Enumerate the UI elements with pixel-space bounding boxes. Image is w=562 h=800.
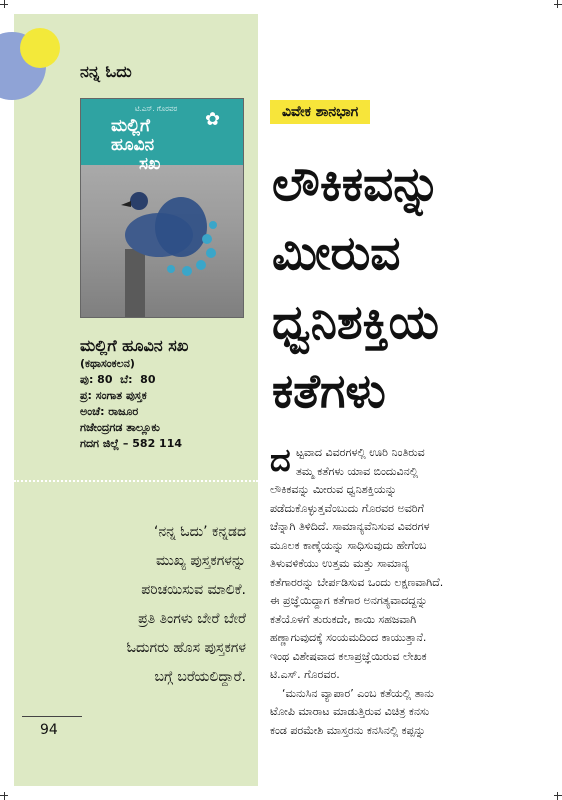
author-tag: ವಿವೇಕ ಶಾನಭಾಗ bbox=[270, 100, 370, 124]
page-number-rule bbox=[22, 716, 82, 717]
blurb-line: ‘ನನ್ನ ಓದು’ ಕನ್ನಡದ bbox=[153, 524, 246, 540]
body-line: ಲೌಕಿಕವನ್ನು ಮೀರುವ ಧ್ವನಿಶಕ್ತಿಯನ್ನು bbox=[270, 483, 397, 496]
book-genre: (ಕಥಾಸಂಕಲನ) bbox=[80, 357, 135, 370]
peacock-illustration bbox=[81, 165, 243, 317]
crop-mark bbox=[554, 4, 562, 5]
crop-mark bbox=[4, 0, 5, 8]
book-address: ಅಂಚೆ: ರಾಜೂರ bbox=[80, 405, 139, 418]
body-line: ಚೆನ್ನಾಗಿ ತಿಳಿದಿದೆ. ಸಾಮಾನ್ಯವೆನಿಸುವ ವಿವರಗಳ bbox=[270, 520, 430, 533]
body-line: ಕತೆಯೊಳಗೆ ತುರುಕದೇ, ಕಾಯಿ ಸಹಜವಾಗಿ bbox=[270, 612, 417, 626]
blurb-line: ಓದುಗರು ಹೊಸ ಪುಸ್ತಕಗಳ bbox=[126, 640, 246, 656]
headline-line: ಲೌಕಿಕವನ್ನು bbox=[272, 157, 441, 212]
cover-title-line: ಸಖ bbox=[139, 154, 161, 174]
body-line: ತಿಳುವಳಿಕೆಯು ಉತ್ತಮ ಮತ್ತು ಸಾಮಾನ್ಯ bbox=[270, 557, 410, 570]
crop-mark bbox=[554, 795, 562, 796]
blurb-line: ಬಗ್ಗೆ ಬರೆಯಲಿದ್ದಾರೆ. bbox=[154, 669, 246, 685]
cover-title-line: ಹೂವಿನ bbox=[111, 135, 155, 155]
book-publisher: ಪ್ರ: ಸಂಗಾತ ಪುಸ್ತಕ bbox=[80, 389, 147, 402]
article-body bbox=[270, 441, 542, 740]
body-line: ಪಡೆದುಕೊಳ್ಳುತ್ತವೆಂಬುದು ಗೊರವರ ಅವರಿಗೆ bbox=[270, 501, 424, 515]
book-address: ಗದಗ ಜಿಲ್ಲೆ – 582 114 bbox=[80, 437, 183, 450]
blurb-line: ಮುಖ್ಯ ಪುಸ್ತಕಗಳನ್ನು bbox=[156, 553, 246, 569]
crop-mark bbox=[4, 792, 5, 800]
body-line: ಮೂಲಕ ಕಾಣ್ಕೆಯನ್ನು ಸಾಧಿಸುವುದು ಹೇಗೆಂಬ bbox=[270, 538, 427, 552]
headline-line: ಮೀರುವ bbox=[272, 226, 401, 281]
article-headline bbox=[272, 150, 552, 426]
cover-title-line: ಮಲ್ಲಿಗೆ bbox=[111, 116, 150, 136]
body-line: ‘ಮನುಸಿನ ವ್ಯಾಪಾರ’ ಎಂಬ ಕತೆಯಲ್ಲಿ ತಾನು bbox=[282, 686, 434, 700]
body-line: ಈ ಪ್ರಜ್ಞೆಯಿದ್ದಾಗ ಕತೆಗಾರ ಅನಗತ್ಯವಾದದ್ದನ್ನು bbox=[270, 594, 428, 607]
book-address: ಗಜೇಂದ್ರಗಡ ತಾಲ್ಲೂಕು bbox=[80, 421, 160, 434]
body-line: ಟೋಪಿ ಮಾರಾಟ ಮಾಡುತ್ತಿರುವ ವಿಚಿತ್ರ ಕನಸು bbox=[270, 705, 430, 718]
body-line: ಟ್ಟವಾದ ವಿವರಗಳಲ್ಲಿ ಊರಿ ನಿಂತಿರುವ bbox=[296, 446, 425, 459]
body-line: ಕಂಡ ಪರಮೇಶಿ ಮಾಸ್ತರನು ಕನಸಿನಲ್ಲಿ ಕಪ್ಪನ್ನು bbox=[270, 723, 426, 737]
headline-line: ಕತೆಗಳು bbox=[272, 364, 386, 419]
body-line: ತಮ್ಮ ಕತೆಗಳು ಯಾವ ಬಿಂದುವಿನಲ್ಲಿ bbox=[296, 464, 419, 478]
blurb-line: ಪ್ರತಿ ತಿಂಗಳು ಬೇರೆ ಬೇರೆ bbox=[138, 611, 246, 627]
crop-mark bbox=[557, 0, 558, 8]
book-title: ಮಲ್ಲಿಗೆ ಹೂವಿನ ಸಖ bbox=[80, 336, 189, 355]
flower-icon: ✿ bbox=[205, 109, 221, 130]
cover-author: ಟಿ.ಎಸ್. ಗೊರವರ bbox=[135, 105, 178, 113]
drop-cap: ದ bbox=[270, 441, 291, 479]
book-pages-price: ಪು: 80 ಬೆ: 80 bbox=[80, 373, 156, 386]
section-label: ನನ್ನ ಓದು bbox=[80, 62, 132, 81]
blurb-line: ಪರಿಚಯಿಸುವ ಮಾಲಿಕೆ. bbox=[141, 582, 246, 598]
headline-line: ಧ್ವನಿಶಕ್ತಿಯ bbox=[272, 295, 439, 350]
body-line: ಇಂಥ ವಿಶೇಷವಾದ ಕಲಾಪ್ರಜ್ಞೆಯಿರುವ ಲೇಖಕ bbox=[270, 649, 427, 663]
crop-mark bbox=[557, 792, 558, 800]
page-number: 94 bbox=[40, 722, 58, 738]
decorative-circle-yellow bbox=[20, 28, 60, 68]
book-cover-image bbox=[80, 98, 244, 318]
series-blurb bbox=[70, 518, 246, 692]
body-line: ಟಿ.ಎಸ್. ಗೊರವರ. bbox=[270, 668, 340, 681]
body-line: ಹಣ್ಣಾಗುವುದಕ್ಕೆ ಸಂಯಮದಿಂದ ಕಾಯುತ್ತಾನೆ. bbox=[270, 631, 427, 644]
body-line: ಕತೆಗಾರರನ್ನು ಬೇರ್ಪಡಿಸುವ ಒಂದು ಲಕ್ಷಣವಾಗಿದೆ. bbox=[270, 575, 444, 589]
divider bbox=[14, 480, 258, 482]
